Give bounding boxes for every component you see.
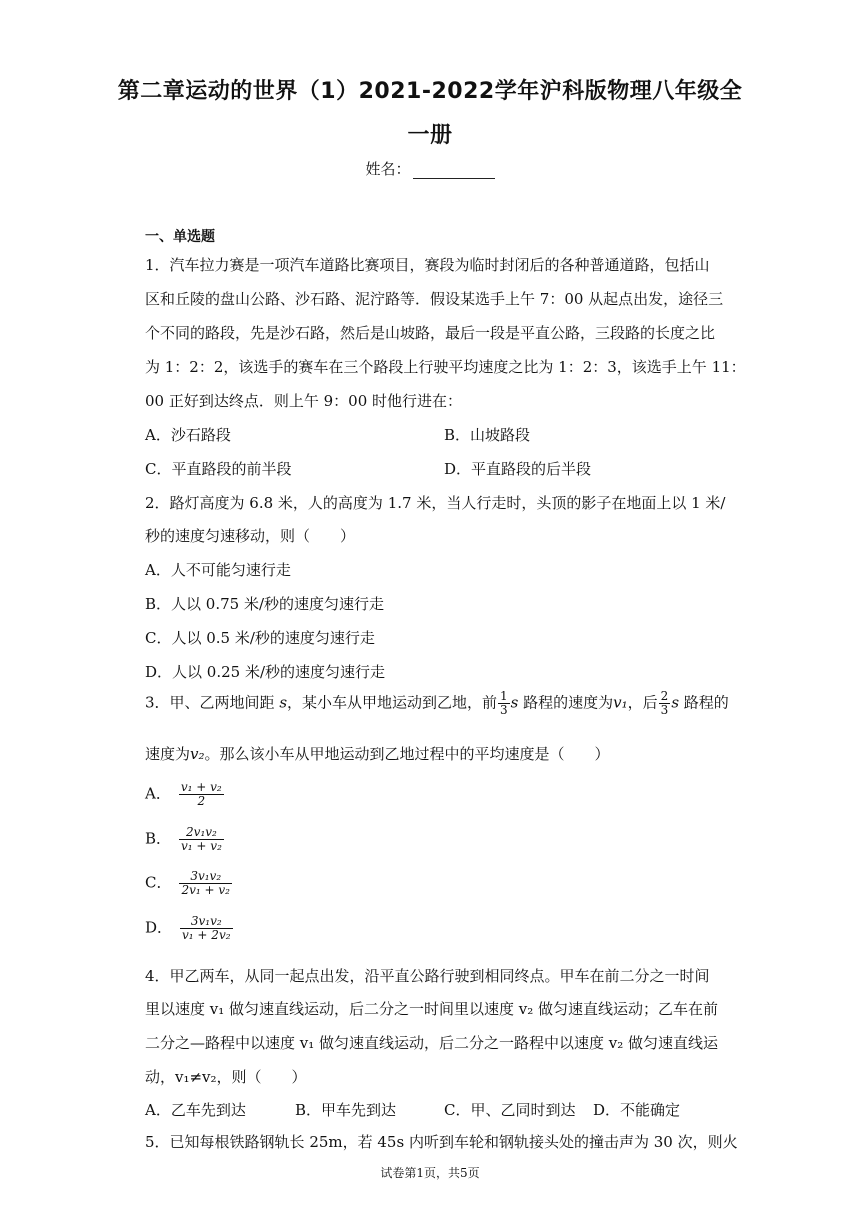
q3-var-s: s (510, 693, 519, 712)
q3-text: 。那么该小车从甲地运动到乙地过程中的平均速度是（ ） (204, 745, 610, 763)
fraction-denominator: 3 (660, 703, 669, 717)
fraction-denominator: v₁ + 2v₂ (182, 928, 231, 942)
option-label: B． (145, 829, 172, 848)
q3-option-a (145, 781, 225, 808)
q3-text: 3．甲、乙两地间距 (145, 693, 280, 712)
fraction-numerator: 3v₁v₂ (180, 915, 233, 929)
page-title: 第二章运动的世界（1）2021-2022学年沪科版物理八年级全 (117, 79, 743, 104)
q1-option-a: A．沙石路段 (145, 426, 231, 444)
q2-option-b: B．人以 0.75 米/秒的速度匀速行走 (145, 595, 385, 613)
option-label: C． (145, 873, 172, 892)
q3-option-b (145, 826, 225, 853)
q1-text-line: 个不同的路段，先是沙石路，然后是山坡路，最后一段是平直公路，三段路的长度之比 (145, 324, 716, 342)
option-fraction (179, 826, 224, 853)
q1-text-line: 区和丘陵的盘山公路、沙石路、泥泞路等．假设某选手上午 7：00 从起点出发，途径三 (145, 290, 724, 308)
q4-text-line: 二分之—路程中以速度 v₁ 做匀速直线运动，后二分之一路程中以速度 v₂ 做匀速直线运 (145, 1034, 719, 1052)
q4-option-d: D．不能确定 (593, 1101, 681, 1119)
name-blank (413, 164, 495, 179)
q1-text-line: 00 正好到达终点．则上午 9：00 时他行进在： (145, 392, 463, 410)
option-fraction (179, 781, 224, 808)
q2-option-a: A．人不可能匀速行走 (145, 561, 291, 579)
q3-text-line (145, 743, 610, 764)
q4-text-line: 里以速度 v₁ 做匀速直线运动，后二分之一时间里以速度 v₂ 做匀速直线运动；乙车在前 (145, 1000, 719, 1018)
q1-text-line: 为 1：2：2，该选手的赛车在三个路段上行驶平均速度之比为 1：2：3，该选手上午 11： (145, 358, 746, 376)
fraction-denominator: 2 (197, 794, 206, 808)
fraction-denominator: 3 (500, 703, 508, 717)
fraction-numerator: 3v₁v₂ (179, 870, 232, 884)
option-fraction (180, 915, 233, 942)
q3-var-v2: v₂ (190, 745, 205, 763)
q3-text: 速度为 (145, 745, 191, 763)
q3-var-s: s (671, 693, 680, 712)
q2-option-c: C．人以 0.5 米/秒的速度匀速行走 (145, 629, 375, 647)
q2-option-d: D．人以 0.25 米/秒的速度匀速行走 (145, 663, 386, 681)
fraction-numerator: v₁ + v₂ (180, 780, 222, 794)
name-field (0, 158, 860, 179)
q3-text: ，后 (627, 693, 658, 712)
option-fraction (179, 870, 232, 897)
q3-text: 路程的速度为 (518, 693, 614, 712)
fraction-two-thirds (659, 690, 671, 717)
fraction-numerator: 1 (500, 689, 508, 703)
option-label: D． (145, 918, 173, 937)
q4-text-line: 4．甲乙两车，从同一起点出发，沿平直公路行驶到相同终点。甲车在前二分之一时间 (145, 967, 710, 985)
q3-option-c (145, 870, 233, 897)
q1-option-c: C．平直路段的前半段 (145, 460, 292, 478)
fraction-one-third (498, 690, 510, 717)
q4-option-c: C．甲、乙同时到达 (444, 1101, 576, 1119)
q3-text-line (145, 690, 729, 717)
q5-text-line: 5．已知每根铁路钢轨长 25m，若 45s 内听到车轮和钢轨接头处的撞击声为 30 次，则火 (145, 1133, 738, 1151)
q3-var-v1: v₁ (613, 693, 628, 712)
q1-option-b: B．山坡路段 (444, 426, 531, 444)
page-footer: 试卷第1页，共5页 (380, 1166, 480, 1180)
q4-text-line: 动，v₁≠v₂，则（ ） (145, 1068, 307, 1086)
q3-text: 路程的 (679, 693, 729, 712)
name-label: 姓名： (365, 160, 411, 178)
fraction-numerator: 2v₁v₂ (179, 826, 224, 840)
q1-option-d: D．平直路段的后半段 (444, 460, 592, 478)
section-heading: 一、单选题 (145, 229, 215, 245)
q1-text-line: 1．汽车拉力赛是一项汽车道路比赛项目，赛段为临时封闭后的各种普通道路，包括山 (145, 256, 710, 274)
fraction-denominator: v₁ + v₂ (181, 839, 222, 853)
fraction-numerator: 2 (660, 689, 669, 703)
q3-var-s: s (279, 693, 288, 712)
q2-text-line: 秒的速度匀速移动，则（ ） (145, 527, 356, 545)
q3-text: ，某小车从甲地运动到乙地，前 (287, 693, 498, 712)
q4-option-a: A．乙车先到达 (145, 1101, 246, 1119)
q2-text-line: 2．路灯高度为 6.8 米，人的高度为 1.7 米，当人行走时，头顶的影子在地面上以 1 米/ (145, 494, 726, 512)
option-label: A． (145, 784, 171, 803)
q4-option-b: B．甲车先到达 (295, 1101, 397, 1119)
fraction-denominator: 2v₁ + v₂ (181, 883, 230, 897)
q3-option-d (145, 915, 234, 942)
page-title-continued: 一册 (407, 123, 453, 148)
